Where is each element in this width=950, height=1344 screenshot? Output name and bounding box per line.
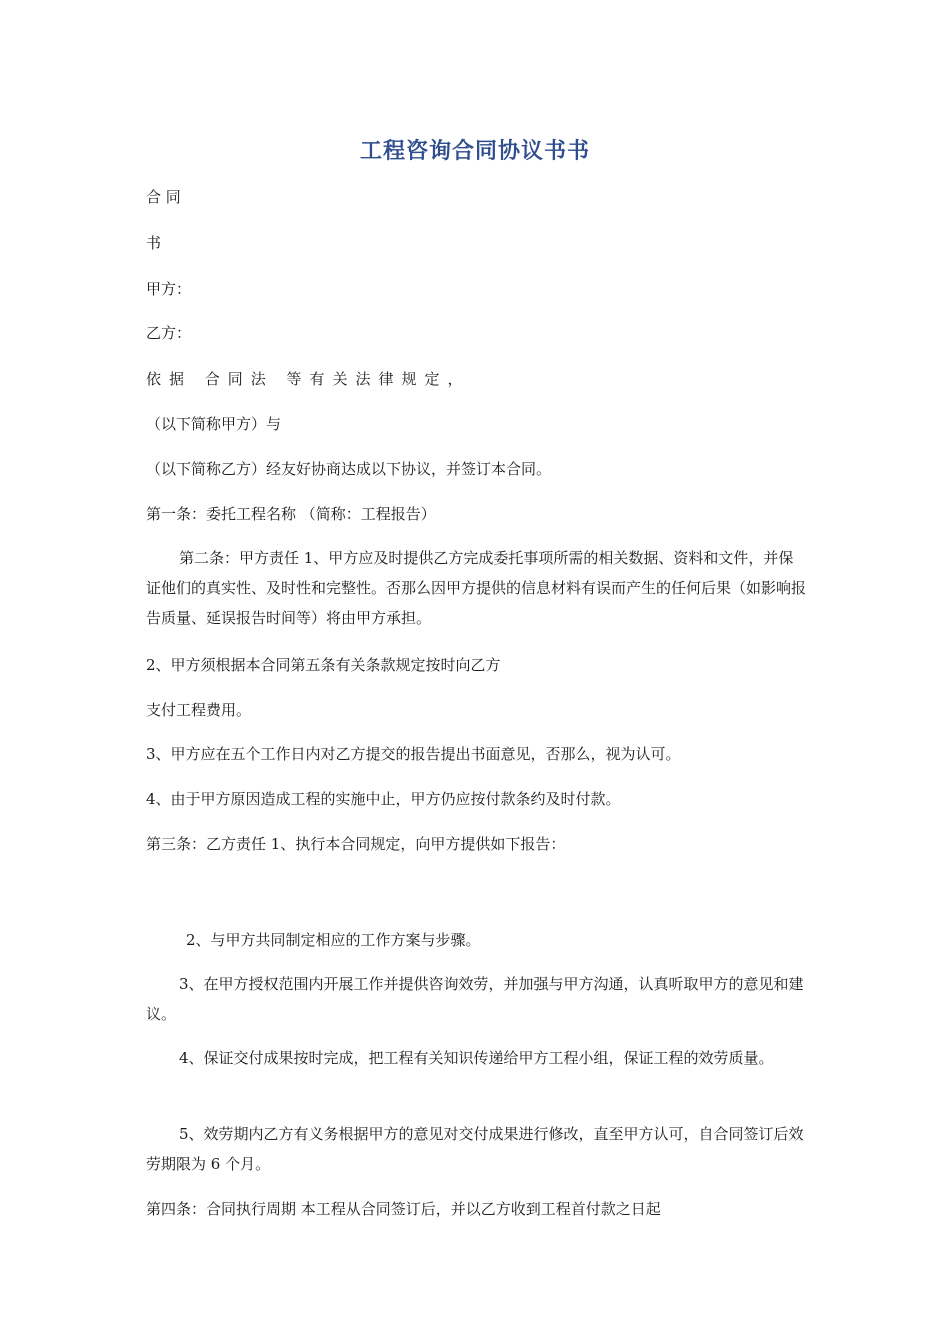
article-3-item-2: 2、与甲方共同制定相应的工作方案与步骤。	[186, 931, 481, 949]
party-b-abbrev-line: （以下简称乙方）经友好协商达成以下协议，并签订本合同。	[146, 460, 552, 478]
article-2-item-4: 4、由于甲方原因造成工程的实施中止，甲方仍应按付款条约及时付款。	[146, 790, 621, 808]
party-a-line: 甲方：	[146, 280, 192, 298]
article-3-party-b-duties: 第三条：乙方责任 1、执行本合同规定，向甲方提供如下报告：	[146, 835, 566, 853]
document-title: 工程咨询合同协议书书	[359, 139, 590, 164]
party-a-abbrev-line: （以下简称甲方）与	[146, 415, 282, 433]
article-2-party-a-duties: 第二条：甲方责任 1、甲方应及时提供乙方完成委托事项所需的相关数据、资料和文件，并保证他们的真实性、及时性和完整性。否那么因甲方提供的信息材料有误而产生的任何后果（如影响报告质量、延误报告时间等）将由甲方承担。	[146, 549, 807, 627]
article-3-item-5: 5、效劳期内乙方有义务根据甲方的意见对交付成果进行修改，直至甲方认可，自合同签订后效劳期限为 6 个月。	[146, 1125, 804, 1173]
article-3-item-3: 3、在甲方授权范围内开展工作并提供咨询效劳，并加强与甲方沟通，认真听取甲方的意见和建议。	[146, 975, 804, 1023]
legal-basis-line: 依据 合同法 等有关法律规定，	[146, 370, 471, 388]
article-1: 第一条：委托工程名称 （简称：工程报告）	[146, 505, 436, 523]
article-3-item-4: 4、保证交付成果按时完成，把工程有关知识传递给甲方工程小组，保证工程的效劳质量。	[179, 1049, 774, 1067]
contract-label-1: 合 同	[146, 188, 181, 206]
party-b-line: 乙方：	[146, 324, 192, 342]
article-2-item-3: 3、甲方应在五个工作日内对乙方提交的报告提出书面意见，否那么，视为认可。	[146, 745, 681, 763]
contract-label-2: 书	[146, 234, 162, 252]
article-4: 第四条：合同执行周期 本工程从合同签订后，并以乙方收到工程首付款之日起	[146, 1200, 661, 1218]
article-2-item-2: 2、甲方须根据本合同第五条有关条款规定按时向乙方	[146, 656, 501, 674]
article-2-item-2-cont: 支付工程费用。	[146, 701, 252, 719]
